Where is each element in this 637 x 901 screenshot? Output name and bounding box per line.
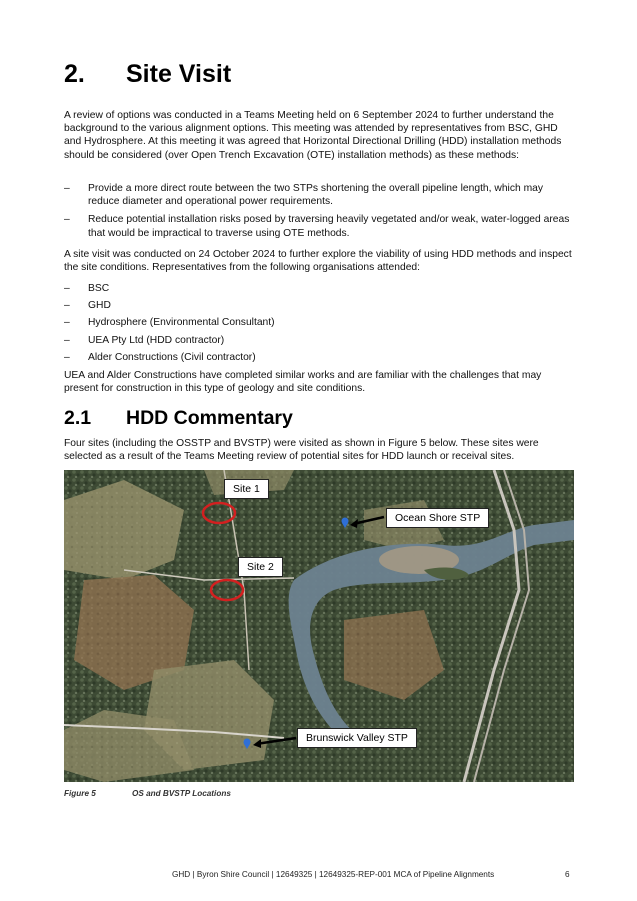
bullet-dash: – [64, 317, 70, 329]
bullet-dash: – [64, 183, 70, 194]
list-item-text: Reduce potential installation risks posed by traversing heavily vegetated and/or weak, water-logged areas that would be impractical to traverse using OTE methods. [88, 214, 570, 239]
list-item-text: UEA Pty Ltd (HDD contractor) [88, 334, 225, 346]
list-item [64, 334, 576, 347]
list-item [64, 213, 576, 239]
footer-text: GHD | Byron Shire Council | 12649325 | 12649325-REP-001 MCA of Pipeline Alignments [172, 870, 495, 879]
list-item-text: Alder Constructions (Civil contractor) [88, 351, 256, 363]
bullet-dash: – [64, 214, 70, 226]
bullet-dash: – [64, 300, 70, 312]
section-number: 2. [64, 60, 85, 88]
site-2-label: Site 2 [238, 557, 283, 577]
subsection-number: 2.1 [64, 407, 92, 429]
list-item-text: GHD [88, 300, 111, 312]
list-item [64, 351, 576, 364]
list-item [64, 282, 576, 295]
list-item [64, 182, 576, 208]
section-title: Site Visit [126, 60, 232, 88]
contractors-paragraph: UEA and Alder Constructions have completed similar works and are familiar with the challenges that may present for construction in this type of geology and site conditions. [64, 370, 542, 395]
figure-title: OS and BVSTP Locations [132, 789, 231, 798]
benefits-list [64, 182, 576, 245]
bullet-dash: – [64, 334, 70, 346]
list-item [64, 299, 576, 312]
bullet-dash: – [64, 351, 70, 363]
subsection-heading [64, 407, 293, 430]
aerial-map-figure [64, 470, 574, 782]
intro-paragraph: A review of options was conducted in a Teams Meeting held on 6 September 2024 to further understand the background to the various alignment options. This meeting was attended by representatives from BSC, GHD and Hydrosphere. At this meeting it was agreed that Horizontal Directional Drilling (HDD) installation methods should be considered (over Open Trench Excavation (OTE) installation methods) as these methods: [64, 110, 562, 161]
attendees-list [64, 282, 576, 368]
site-visit-paragraph: A site visit was conducted on 24 October 2024 to further explore the viability of using HDD methods and inspect the site conditions. Representatives from the following organisations attended: [64, 249, 572, 274]
section-heading [64, 60, 231, 89]
brunswick-valley-label: Brunswick Valley STP [297, 728, 417, 748]
site-1-label: Site 1 [224, 479, 269, 499]
hdd-commentary-paragraph: Four sites (including the OSSTP and BVSTP) were visited as shown in Figure 5 below. These sites were selected as a result of the Teams Meeting review of potential sites for HDD launch or receival sites. [64, 438, 539, 463]
list-item-text: Hydrosphere (Environmental Consultant) [88, 317, 275, 329]
bullet-dash: – [64, 283, 70, 294]
list-item [64, 316, 576, 329]
ocean-shore-label: Ocean Shore STP [386, 508, 489, 528]
figure-caption [64, 789, 231, 798]
figure-number: Figure 5 [64, 789, 96, 798]
list-item-text: Provide a more direct route between the two STPs shortening the overall pipeline length, which may reduce diameter and operational power requirements. [88, 183, 544, 208]
page-number: 6 [565, 870, 570, 879]
subsection-title: HDD Commentary [126, 407, 293, 429]
list-item-text: BSC [88, 283, 110, 294]
